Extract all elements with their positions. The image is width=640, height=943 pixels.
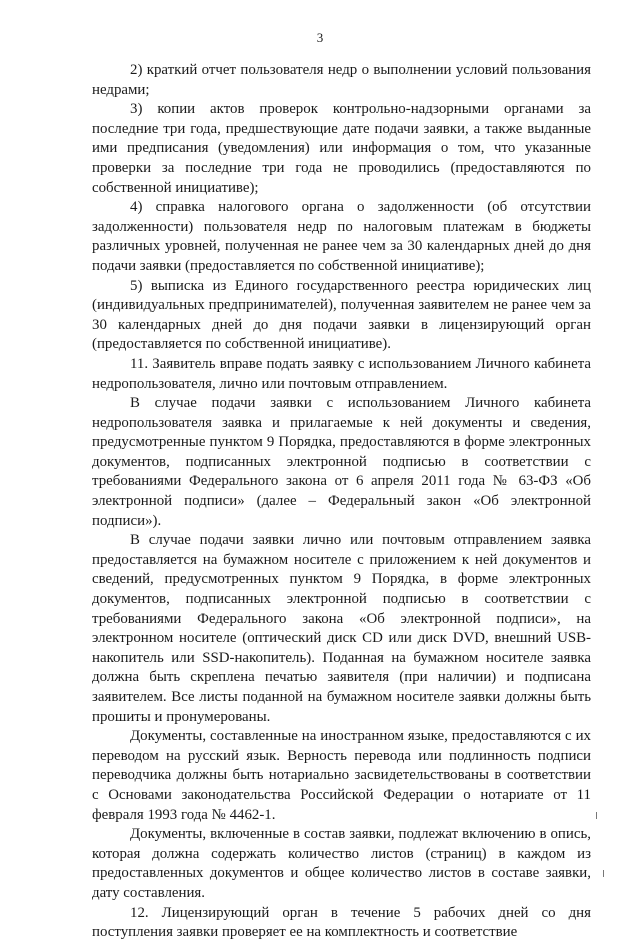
- paragraph-item-2: 2) краткий отчет пользователя недр о выполнении условий пользования недрами;: [92, 62, 591, 98]
- document-body: [92, 61, 591, 943]
- paragraph-section-12: 12. Лицензирующий орган в течение 5 рабочих дней со дня поступления заявки проверяет ее на комплектность и соответствие: [92, 904, 591, 941]
- page-number: 3: [316, 30, 324, 45]
- paragraph-foreign-language: Документы, составленные на иностранном языке, предоставляются с их переводом на русский язык. Верность перевода или подлинность подписи переводчика должны быть нотариально засвидетельствованы в соответствии с Основами законодательства Российской Федерации о нотариате от 11 февраля 1993 года № 4462-1.: [92, 728, 591, 823]
- paragraph-inventory: Документы, включенные в состав заявки, подлежат включению в опись, которая должна содержать количество листов (страниц) в каждом из предоставленных документов и общее количество листов в составе заявки, дату составления.: [92, 826, 591, 901]
- paragraph-item-5: 5) выписка из Единого государственного реестра юридических лиц (индивидуальных предпринимателей), полученная заявителем не ранее чем за 30 календарных дней до дня подачи заявки в лицензирующий орган (предоставляется по собственной инициативе).: [92, 277, 591, 353]
- scan-artifact: [603, 870, 604, 877]
- paragraph-electronic-submission: В случае подачи заявки с использованием Личного кабинета недропользователя заявка и прилагаемые к ней документы и сведения, предусмотренные пунктом 9 Порядка, предоставляются в форме электронных документов, подписанных электронной подписью в соответствии с требованиями Федерального закона от 6 апреля 2011 года № 63-ФЗ «Об электронной подписи» (далее – Федеральный закон «Об электронной подписи»).: [92, 395, 591, 529]
- paragraph-paper-submission: В случае подачи заявки лично или почтовым отправлением заявка предоставляется на бумажном носителе с приложением к ней документов и сведений, предусмотренных пунктом 9 Порядка, в форме электронных документов, подписанных электронной подписью в соответствии с требованиями Федерального закона «Об электронной подписи», на электронном носителе (оптический диск CD или диск DVD, внешний USB-накопитель или SSD-накопитель). Поданная на бумажном носителе заявка должна быть скреплена печатью заявителя (при наличии) и подписана заявителем. Все листы поданной на бумажном носителе заявки должны быть прошиты и пронумерованы.: [92, 532, 591, 725]
- scan-artifact: [596, 812, 597, 819]
- paragraph-section-11: 11. Заявитель вправе подать заявку с использованием Личного кабинета недропользователя, лично или почтовым отправлением.: [92, 355, 591, 392]
- paragraph-item-3: 3) копии актов проверок контрольно-надзорными органами за последние три года, предшествующие дате подачи заявки, а также выданные ими предписания (уведомления) или информация о том, что указанные проверки за последние три года не проводились (предоставляются по собственной инициативе);: [92, 101, 591, 196]
- paragraph-item-4: 4) справка налогового органа о задолженности (об отсутствии задолженности) пользователя недр по налоговым платежам в бюджеты различных уровней, полученная не ранее чем за 30 календарных дней до дня подачи заявки (предоставляется по собственной инициативе);: [92, 199, 591, 274]
